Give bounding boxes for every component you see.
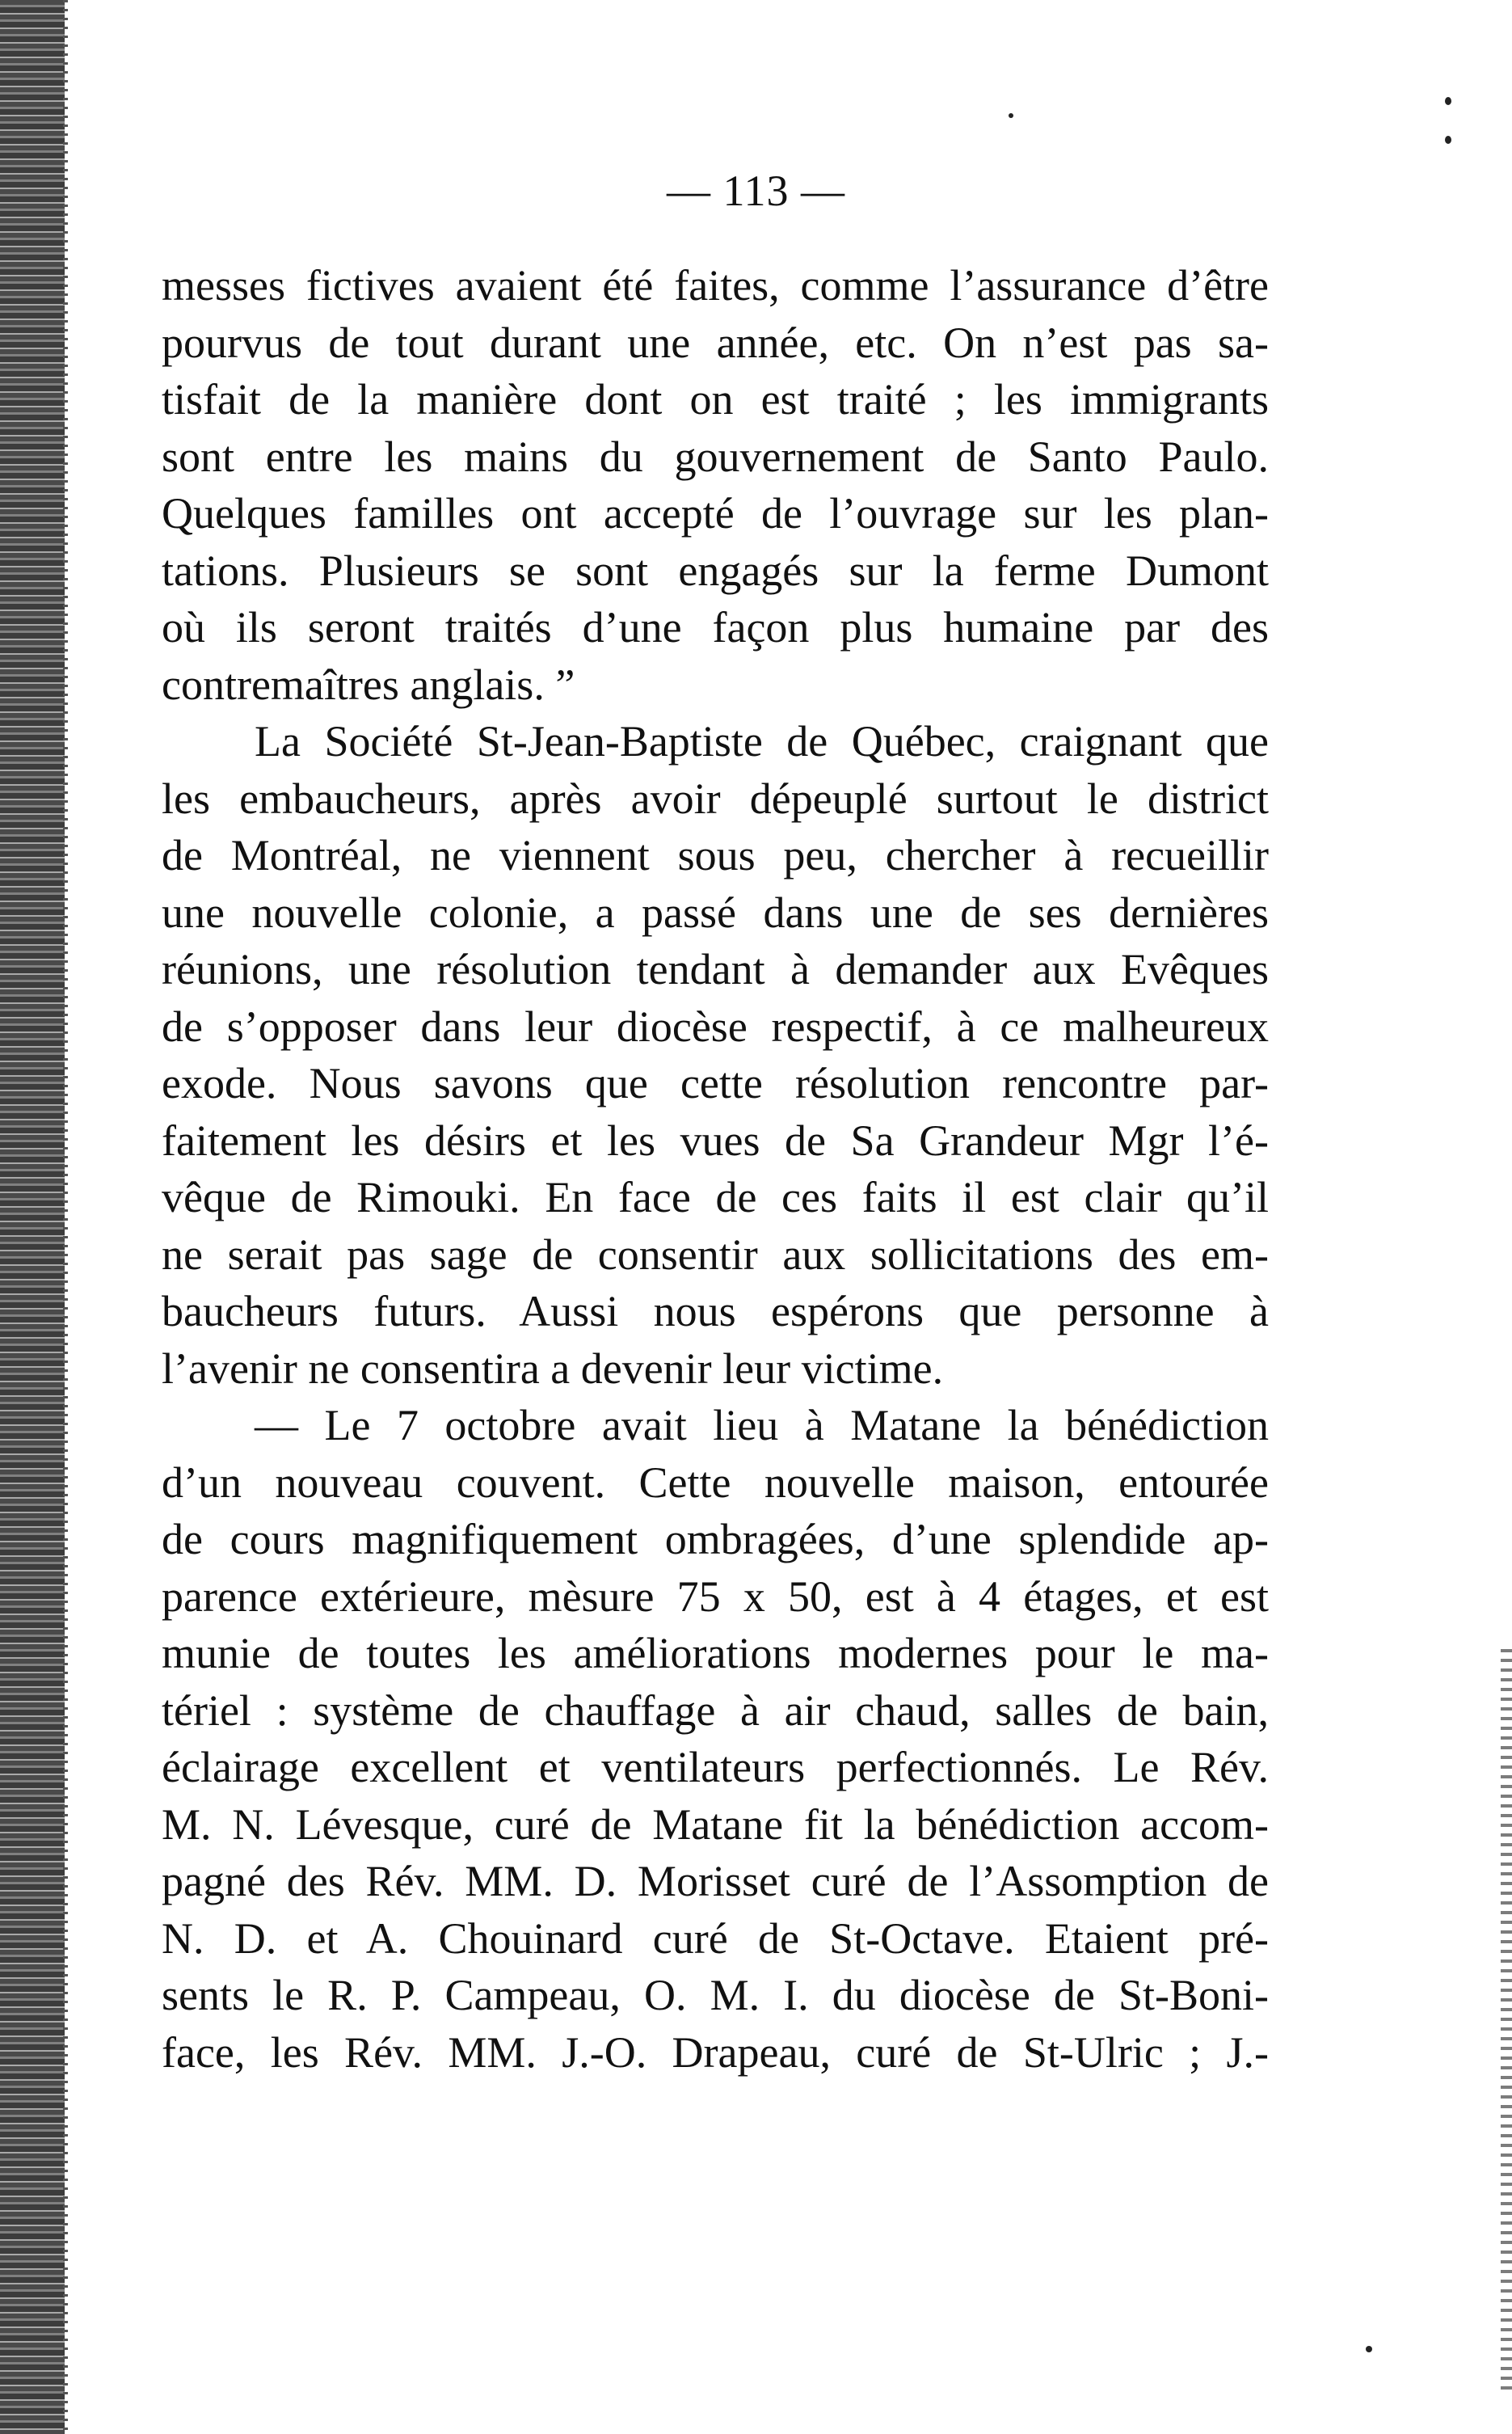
text-line: de s’opposer dans leur diocèse respectif, à ce malheureux: [162, 1002, 1269, 1051]
text-line: M. N. Lévesque, curé de Matane fit la bénédiction accom-: [162, 1799, 1269, 1849]
text-line: baucheurs futurs. Aussi nous espérons que personne à: [162, 1287, 1269, 1335]
text-line: pagné des Rév. MM. D. Morisset curé de l’Assomption de: [162, 1857, 1269, 1905]
binding-shadow: [63, 0, 68, 2434]
binding-edge: [0, 0, 65, 2434]
text-line: sents le R. P. Campeau, O. M. I. du diocèse de St-Boni-: [162, 1971, 1269, 2019]
text-line: de Montréal, ne viennent sous peu, chercher à recueillir: [162, 831, 1269, 880]
text-line: — Le 7 octobre avait lieu à Matane la bénédiction: [255, 1401, 1269, 1449]
text-line: tations. Plusieurs se sont engagés sur la ferme Dumont: [162, 546, 1269, 595]
page-number: — 113 —: [667, 167, 845, 215]
text-line: pourvus de tout durant une année, etc. On n’est pas sa-: [162, 318, 1269, 367]
text-line: une nouvelle colonie, a passé dans une de ses dernières: [162, 888, 1269, 937]
text-line: N. D. et A. Chouinard curé de St-Octave. Etaient pré-: [162, 1913, 1269, 1963]
text-line: sont entre les mains du gouvernement de Santo Paulo.: [162, 432, 1269, 481]
text-line: tisfait de la manière dont on est traité ; les immigrants: [162, 375, 1269, 424]
text-line: face, les Rév. MM. J.-O. Drapeau, curé de St-Ulric ; J.-: [162, 2027, 1269, 2077]
text-line: où ils seront traités d’une façon plus humaine par des: [162, 603, 1269, 652]
body-text: [162, 257, 1269, 2081]
text-line: ne serait pas sage de consentir aux sollicitations des em-: [162, 1230, 1269, 1279]
text-line: d’un nouveau couvent. Cette nouvelle maison, entourée: [162, 1457, 1269, 1507]
text-line: tériel : système de chauffage à air chaud, salles de bain,: [162, 1685, 1269, 1735]
text-line: de cours magnifiquement ombragées, d’une splendide ap-: [162, 1515, 1269, 1563]
text-line: faitement les désirs et les vues de Sa Grandeur Mgr l’é-: [162, 1116, 1269, 1165]
text-line: exode. Nous savons que cette résolution rencontre par-: [162, 1059, 1269, 1107]
text-line: contremaîtres anglais. ”: [162, 660, 575, 709]
scan-speck: [1009, 113, 1013, 118]
right-page-edge: [1501, 1649, 1512, 2393]
scan-speck: [1445, 97, 1451, 105]
text-line: munie de toutes les améliorations modernes pour le ma-: [162, 1629, 1269, 1677]
text-line: éclairage excellent et ventilateurs perfectionnés. Le Rév.: [162, 1743, 1269, 1791]
text-line: les embaucheurs, après avoir dépeuplé surtout le district: [162, 774, 1269, 823]
scan-speck: [1366, 2346, 1372, 2352]
text-line: La Société St-Jean-Baptiste de Québec, craignant que: [255, 717, 1269, 766]
text-line: vêque de Rimouki. En face de ces faits il est clair qu’il: [162, 1173, 1269, 1221]
text-line: parence extérieure, mèsure 75 x 50, est à 4 étages, et est: [162, 1571, 1269, 1621]
text-line: réunions, une résolution tendant à demander aux Evêques: [162, 945, 1269, 993]
text-line: l’avenir ne consentira a devenir leur victime.: [162, 1344, 944, 1393]
scan-speck: [1445, 136, 1451, 144]
text-line: Quelques familles ont accepté de l’ouvrage sur les plan-: [162, 489, 1269, 538]
text-line: messes fictives avaient été faites, comme l’assurance d’être: [162, 261, 1269, 310]
